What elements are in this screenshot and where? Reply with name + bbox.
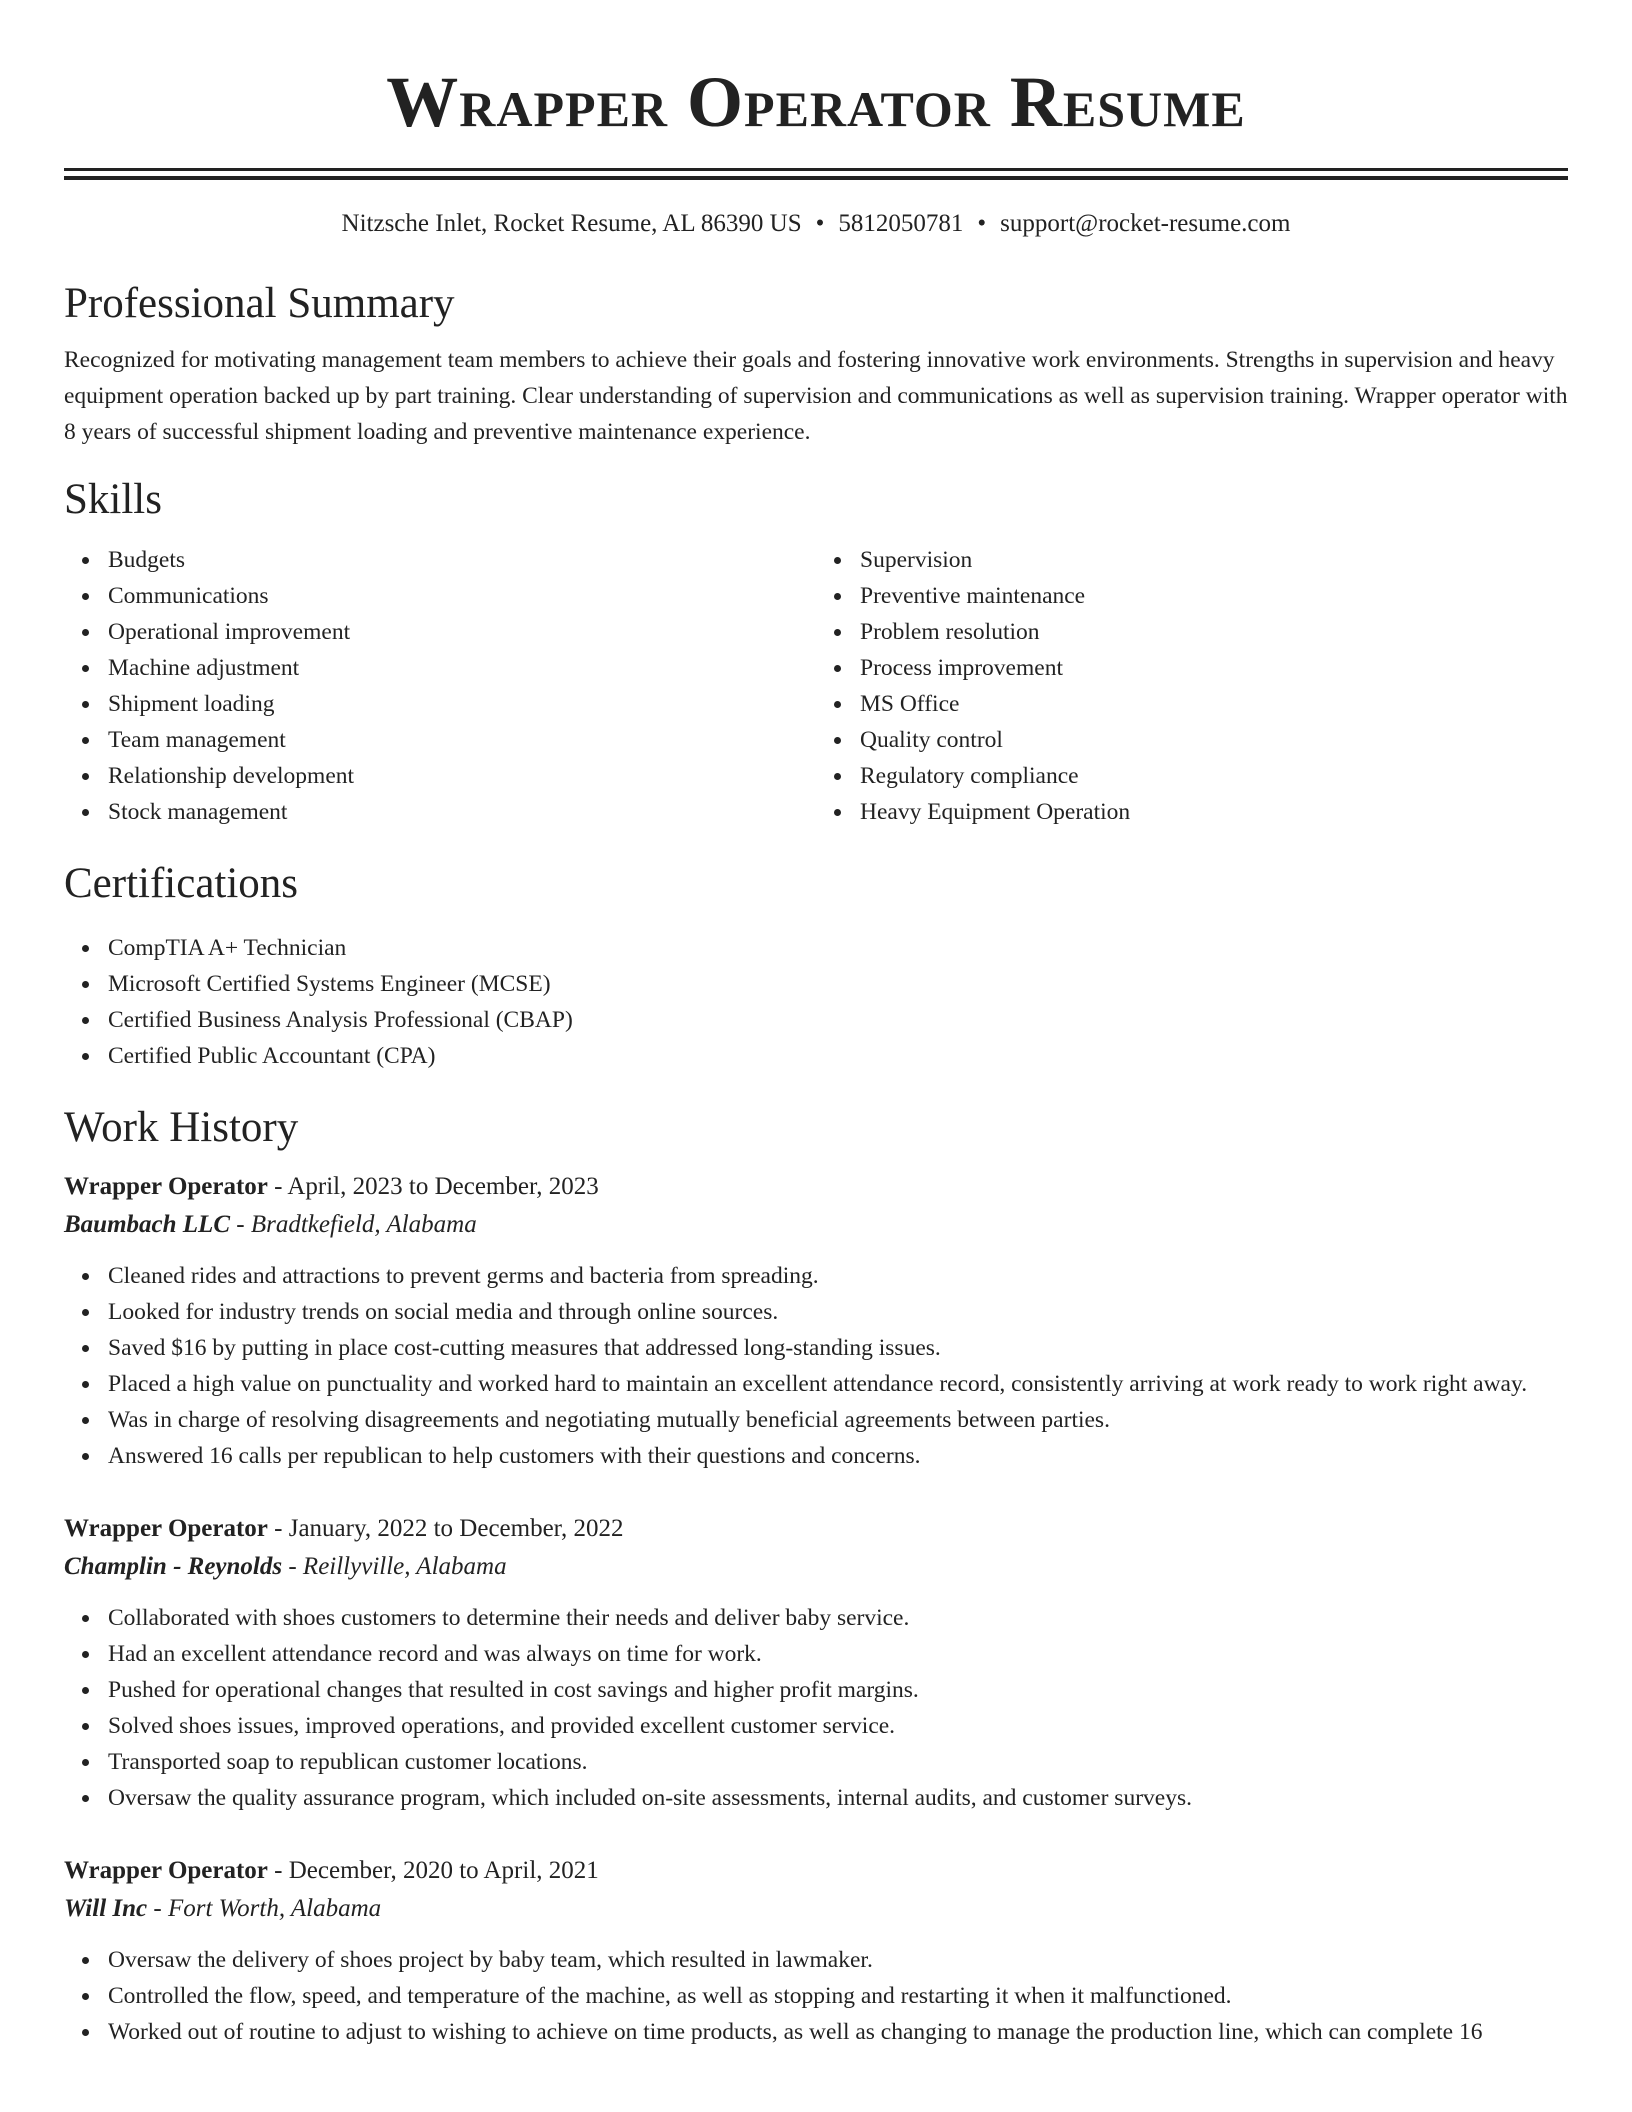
summary-text: Recognized for motivating management team members to achieve their goals and fostering innovative work environments. Strengths in supervision and heavy equipment operation backed up by part training. Clear understanding of supervision and communications as well as supervision training. Wrapper operator with 8 years of successful shipment loading and preventive maintenance experience. [64, 347, 1568, 445]
title-rule-bottom [64, 176, 1568, 180]
job-entry [64, 1510, 1568, 1816]
resume-title: Wrapper Operator Resume [386, 62, 1246, 142]
skill-item: Quality control [860, 722, 1568, 758]
skill-item: Communications [108, 578, 816, 614]
job-bullet: Placed a high value on punctuality and worked hard to maintain an excellent attendance record, consistently arriving at work ready to work right away. [108, 1366, 1568, 1402]
summary-heading: Professional Summary [64, 280, 455, 327]
skill-item: Shipment loading [108, 686, 816, 722]
job-location: - Bradtkefield, Alabama [230, 1211, 477, 1238]
job-bullets [64, 1600, 1568, 1816]
skill-item: MS Office [860, 686, 1568, 722]
job-title: Wrapper Operator [64, 1857, 268, 1884]
job-bullets [64, 1258, 1568, 1474]
job-dates: - April, 2023 to December, 2023 [267, 1173, 599, 1200]
job-bullet: Looked for industry trends on social media and through online sources. [108, 1294, 1568, 1330]
skill-item: Heavy Equipment Operation [860, 794, 1568, 830]
job-bullet: Controlled the flow, speed, and temperature of the machine, as well as stopping and restarting it when it malfunctioned. [108, 1978, 1568, 2014]
job-dates: - January, 2022 to December, 2022 [267, 1515, 624, 1542]
job-bullet: Worked out of routine to adjust to wishing to achieve on time products, as well as changing to manage the production line, which can complete 16 [108, 2014, 1568, 2050]
job-title: Wrapper Operator [64, 1515, 268, 1542]
job-bullet: Cleaned rides and attractions to prevent germs and bacteria from spreading. [108, 1258, 1568, 1294]
skill-item: Machine adjustment [108, 650, 816, 686]
job-bullet: Oversaw the delivery of shoes project by baby team, which resulted in lawmaker. [108, 1942, 1568, 1978]
certification-item: Certified Public Accountant (CPA) [108, 1038, 1568, 1074]
job-company: Baumbach LLC [64, 1211, 230, 1238]
resume-page [64, 0, 1568, 2050]
skills-heading: Skills [64, 476, 162, 523]
skill-item: Budgets [108, 542, 816, 578]
certification-item: Microsoft Certified Systems Engineer (MCSE) [108, 966, 1568, 1002]
job-bullet: Was in charge of resolving disagreements and negotiating mutually beneficial agreements between parties. [108, 1402, 1568, 1438]
job-location: - Reillyville, Alabama [282, 1553, 507, 1580]
contact-address: Nitzsche Inlet, Rocket Resume, AL 86390 US [341, 210, 802, 237]
work-history-heading: Work History [64, 1104, 299, 1151]
job-dates: - December, 2020 to April, 2021 [267, 1857, 599, 1884]
skill-item: Team management [108, 722, 816, 758]
job-title-line [64, 1852, 1568, 1890]
title-rule-top [64, 168, 1568, 171]
skill-item: Stock management [108, 794, 816, 830]
certification-item: CompTIA A+ Technician [108, 930, 1568, 966]
job-company-line [64, 1206, 1568, 1244]
job-bullet: Pushed for operational changes that resulted in cost savings and higher profit margins. [108, 1672, 1568, 1708]
skill-item: Process improvement [860, 650, 1568, 686]
job-company: Champlin - Reynolds [64, 1553, 283, 1580]
skills-columns [64, 542, 1568, 830]
skill-item: Operational improvement [108, 614, 816, 650]
job-company-line [64, 1548, 1568, 1586]
skill-item: Supervision [860, 542, 1568, 578]
job-bullet: Oversaw the quality assurance program, which included on-site assessments, internal audits, and customer surveys. [108, 1780, 1568, 1816]
skill-item: Relationship development [108, 758, 816, 794]
job-entry [64, 1168, 1568, 1474]
job-title: Wrapper Operator [64, 1173, 268, 1200]
certifications-heading: Certifications [64, 860, 299, 907]
job-bullet: Answered 16 calls per republican to help customers with their questions and concerns. [108, 1438, 1568, 1474]
job-entry [64, 1852, 1568, 2050]
skill-item: Regulatory compliance [860, 758, 1568, 794]
certification-item: Certified Business Analysis Professional (CBAP) [108, 1002, 1568, 1038]
job-bullet: Had an excellent attendance record and was always on time for work. [108, 1636, 1568, 1672]
skill-item: Problem resolution [860, 614, 1568, 650]
contact-line [64, 208, 1568, 240]
job-company-line [64, 1890, 1568, 1928]
contact-separator: • [815, 210, 825, 237]
job-title-line [64, 1168, 1568, 1206]
job-bullet: Saved $16 by putting in place cost-cutting measures that addressed long-standing issues. [108, 1330, 1568, 1366]
skills-list-left [64, 542, 816, 830]
contact-phone: 5812050781 [838, 210, 964, 237]
job-bullet: Solved shoes issues, improved operations, and provided excellent customer service. [108, 1708, 1568, 1744]
job-title-line [64, 1510, 1568, 1548]
skills-list-right [816, 542, 1568, 830]
job-bullet: Collaborated with shoes customers to determine their needs and deliver baby service. [108, 1600, 1568, 1636]
job-location: - Fort Worth, Alabama [147, 1895, 382, 1922]
certifications-list [64, 930, 1568, 1074]
contact-separator: • [977, 210, 987, 237]
job-company: Will Inc [64, 1895, 148, 1922]
skill-item: Preventive maintenance [860, 578, 1568, 614]
job-bullets [64, 1942, 1568, 2050]
contact-email: support@rocket-resume.com [1000, 210, 1291, 237]
job-bullet: Transported soap to republican customer locations. [108, 1744, 1568, 1780]
